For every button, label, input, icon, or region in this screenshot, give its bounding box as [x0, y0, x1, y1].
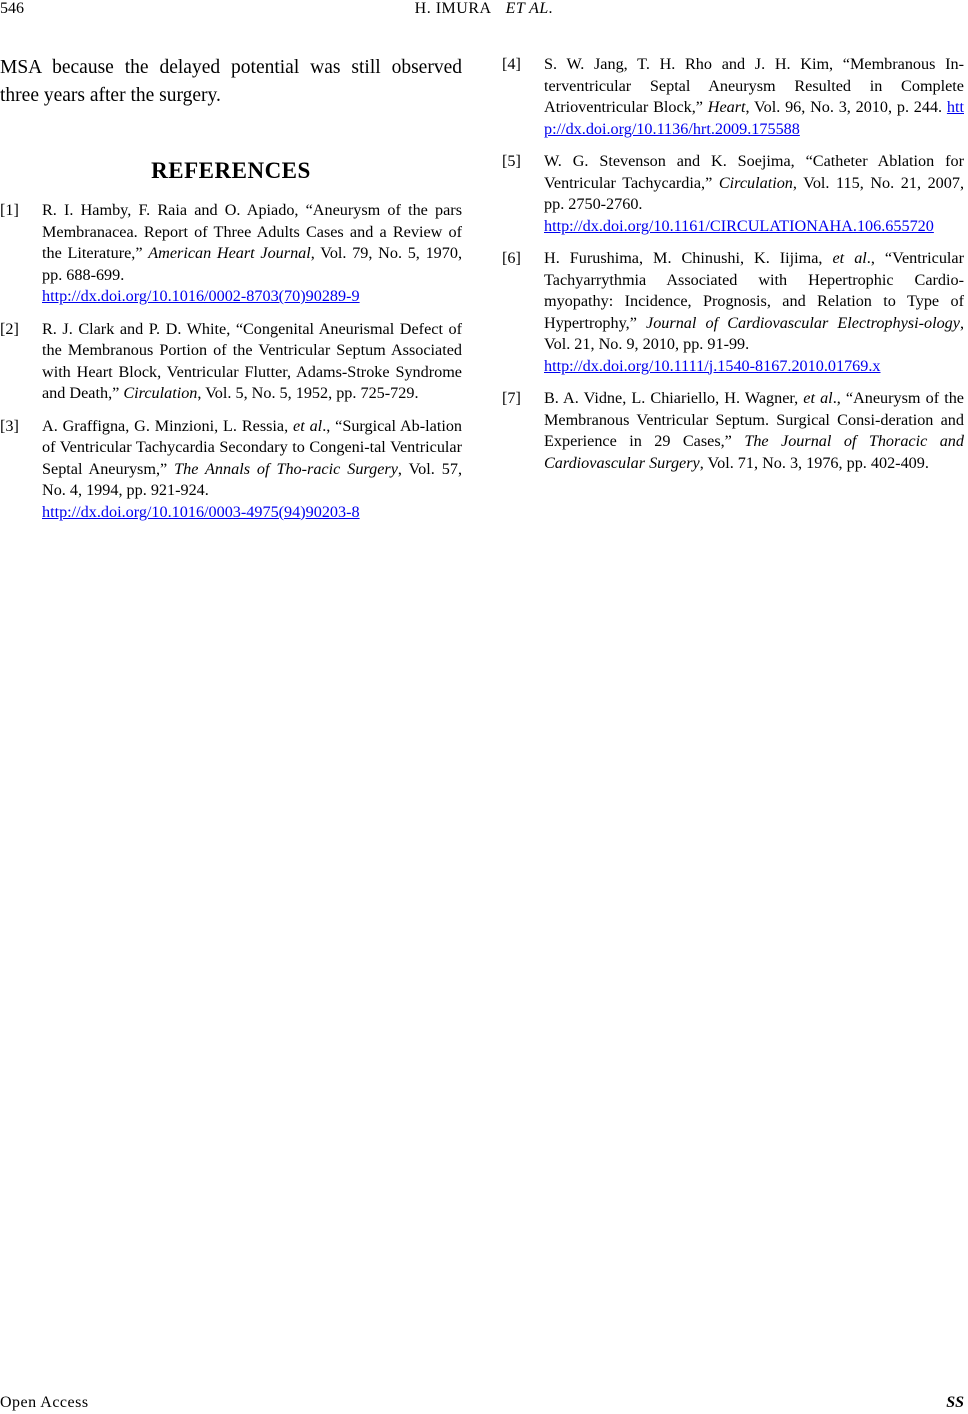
- reference-number: [2]: [0, 319, 19, 338]
- reference-2: [0, 319, 462, 405]
- reference-3: [0, 416, 462, 524]
- intro-paragraph: MSA because the delayed potential was still observed three years after the surgery.: [0, 57, 462, 106]
- journal-title: The Annals of Tho-racic Surgery: [174, 459, 398, 478]
- open-access-label: Open Access: [0, 1394, 89, 1411]
- journal-title: Circulation: [718, 173, 793, 192]
- doi-link[interactable]: http://dx.doi.org/10.1016/0002-8703(70)90289-9: [42, 287, 360, 305]
- reference-number: [5]: [502, 152, 521, 170]
- journal-title: American Heart Journal: [148, 244, 311, 262]
- right-column: [502, 54, 964, 485]
- reference-text: A. Graffigna, G. Minzioni, L. Ressia, et al., “Surgical Ab-lation of Ventricular Tachycardia Secondary to Congeni-tal Ventricular Septal Aneurysm,” The Annals of Tho-racic Surgery, Vol. 57, No. 4, 1994, pp. 921-924. http://dx.doi.org/10.1016/0003-4975(94)90203-8: [42, 416, 463, 521]
- reference-text: R. I. Hamby, F. Raia and O. Apiado, “Aneurysm of the pars Membranacea. Report of Three Adults Cases and a Review of the Literature,” American Heart Journal, Vol. 79, No. 5, 1970, pp. 688-699. http://dx.doi.org/10.1016/0002-8703(70)90289-9: [42, 201, 462, 305]
- left-column: [0, 54, 462, 534]
- reference-number: [1]: [0, 201, 19, 219]
- reference-4: [502, 54, 964, 140]
- reference-number: [3]: [0, 416, 19, 435]
- page-footer: [0, 1394, 968, 1414]
- reference-number: [4]: [502, 55, 521, 73]
- reference-text: W. G. Stevenson and K. Soejima, “Catheter Ablation for Ventricular Tachycardia,” Circulation, Vol. 115, No. 21, 2007, pp. 2750-2760. http://dx.doi.org/10.1161/CIRCULATIONAHA.106.655720: [544, 152, 964, 235]
- references-heading: REFERENCES: [151, 158, 311, 183]
- reference-5: [502, 151, 964, 237]
- reference-text: R. J. Clark and P. D. White, “Congenital Aneurismal Defect of the Membranous Portion of the Ventricular Septum Associated with Heart Block, Ventricular Flutter, Adams-Stroke Syndrome and Death,” Circulation, Vol. 5, No. 5, 1952, pp. 725-729.: [42, 319, 462, 402]
- reference-text: H. Furushima, M. Chinushi, K. Iijima, et al., “Ventricular Tachyarrythmia Associated with Hepertrophic Cardio-myopathy: Incidence, Prognosis, and Relation to Type of Hypertrophy,” Journal of Cardiovascular Electrophysi-ology, Vol. 21, No. 9, 2010, pp. 91-99. http://dx.doi.org/10.1111/j.1540-8167.2010.01769.x: [544, 249, 964, 375]
- journal-title: The Journal of Thoracic and Cardiovascular Surgery: [544, 432, 964, 472]
- doi-link[interactable]: http://dx.doi.org/10.1016/0003-4975(94)90203-8: [42, 502, 360, 521]
- reference-text: S. W. Jang, T. H. Rho and J. H. Kim, “Membranous In-terventricular Septal Aneurysm Resulted in Complete Atrioventricular Block,” Heart, Vol. 96, No. 3, 2010, p. 244. http://dx.doi.org/10.1136/hrt.2009.175588: [544, 55, 964, 138]
- doi-link[interactable]: http://dx.doi.org/10.1111/j.1540-8167.2010.01769.x: [544, 356, 881, 375]
- reference-number: [7]: [502, 389, 521, 407]
- reference-text: B. A. Vidne, L. Chiariello, H. Wagner, et al., “Aneurysm of the Membranous Ventricular Septum. Surgical Consi-deration and Experience in 29 Cases,” The Journal of Thoracic and Cardiovascular Surgery, Vol. 71, No. 3, 1976, pp. 402-409.: [544, 389, 964, 472]
- page-header: [0, 0, 968, 22]
- reference-6: [502, 248, 964, 377]
- reference-1: [0, 200, 462, 308]
- journal-title: Circulation: [123, 384, 198, 402]
- reference-7: [502, 388, 964, 474]
- running-head: [0, 0, 968, 18]
- doi-link[interactable]: http://dx.doi.org/10.1161/CIRCULATIONAHA.106.655720: [544, 216, 934, 235]
- doi-link[interactable]: http://dx.doi.org/10.1136/hrt.2009.175588: [544, 98, 964, 138]
- reference-number: [6]: [502, 249, 521, 267]
- running-head-etal: ET AL.: [505, 0, 554, 17]
- journal-title: Journal of Cardiovascular Electrophysi-ology: [646, 313, 960, 332]
- journal-abbreviation: SS: [946, 1394, 964, 1411]
- page-number: 546: [0, 0, 24, 17]
- journal-title: Heart: [707, 98, 746, 116]
- running-head-authors: H. IMURA: [414, 0, 492, 17]
